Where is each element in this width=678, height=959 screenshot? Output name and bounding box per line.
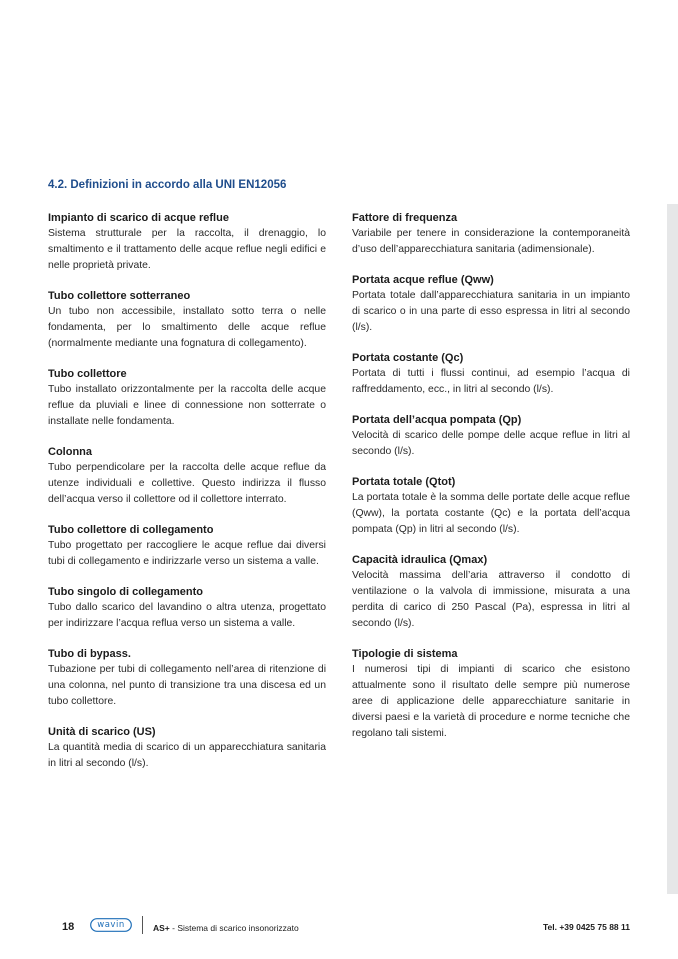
definition-text: La portata totale è la somma delle portate delle acque reflue (Qww), la portata costante (Qc) e la portata dell’acqua pompata (Qp) in litri al secondo (l/s). — [352, 492, 630, 535]
definition-title: Colonna — [48, 446, 92, 458]
left-column — [48, 210, 326, 786]
page-footer — [0, 916, 678, 940]
definition-text: Portata di tutti i flussi continui, ad esempio l’acqua di raffreddamento, ecc., in litri al secondo (l/s). — [352, 368, 630, 395]
definition-text: Tubo progettato per raccogliere le acque reflue dai diversi tubi di collegamento e indirizzarle verso un sistema a valle. — [48, 540, 326, 567]
logo-text: wavin — [97, 920, 125, 930]
right-column — [352, 210, 630, 756]
side-strip — [667, 204, 678, 894]
definition-entry — [352, 552, 630, 632]
wavin-logo — [90, 918, 132, 932]
definition-title: Portata costante (Qc) — [352, 352, 464, 364]
definition-text: Velocità massima dell’aria attraverso il condotto di ventilazione o la valvola di immissione, misurata a una perdita di carico di 250 Pascal (Pa), espressa in litri al secondo (l/s). — [352, 570, 630, 629]
definition-title: Tubo collettore di collegamento — [48, 524, 214, 536]
definition-entry — [48, 646, 326, 710]
product-description: - Sistema di scarico insonorizzato — [169, 923, 299, 933]
definition-text: Velocità di scarico delle pompe delle acque reflue in litri al secondo (l/s). — [352, 430, 630, 457]
definition-entry — [48, 724, 326, 772]
product-name: AS+ — [153, 923, 170, 933]
definition-title: Fattore di frequenza — [352, 212, 458, 224]
definition-text: Variabile per tenere in considerazione la contemporaneità d’uso dell’apparecchiatura sanitaria (adimensionale). — [352, 228, 630, 255]
footer-divider — [142, 916, 143, 934]
definition-text: La quantità media di scarico di un apparecchiatura sanitaria in litri al secondo (l/s). — [48, 742, 326, 769]
definition-title: Tubo collettore sotterraneo — [48, 290, 191, 302]
definition-text: Tubo installato orizzontalmente per la raccolta delle acque reflue da pluviali e linee di connessione non sotterrate o installate nelle fondamenta. — [48, 384, 326, 427]
definition-entry — [48, 366, 326, 430]
product-line — [153, 923, 299, 933]
definition-title: Portata dell’acqua pompata (Qp) — [352, 414, 522, 426]
definition-entry — [48, 210, 326, 274]
definition-text: Tubazione per tubi di collegamento nell’area di ritenzione di una colonna, nel punto di transizione tra una discesa ed un tubo collettore. — [48, 664, 326, 707]
definition-title: Unità di scarico (US) — [48, 726, 156, 738]
definition-entry — [352, 272, 630, 336]
definition-entry — [352, 210, 630, 258]
definition-title: Impianto di scarico di acque reflue — [48, 212, 229, 224]
definition-text: I numerosi tipi di impianti di scarico che esistono attualmente sono il risultato delle sempre più numerose aree di applicazione delle apparecchiature sanitarie in diversi paesi e la varietà di procedure e norme tecniche che regolano tali sistemi. — [352, 664, 630, 739]
page-number: 18 — [62, 921, 75, 933]
definition-entry — [352, 350, 630, 398]
definition-title: Portata acque reflue (Qww) — [352, 274, 494, 286]
definition-text: Portata totale dall’apparecchiatura sanitaria in un impianto di scarico o in una parte di esso espressa in litri al secondo (l/s). — [352, 290, 630, 333]
definition-entry — [48, 522, 326, 570]
definition-entry — [48, 288, 326, 352]
section-title: 4.2. Definizioni in accordo alla UNI EN12056 — [48, 179, 287, 191]
definition-entry — [48, 584, 326, 632]
phone-number: Tel. +39 0425 75 88 11 — [542, 922, 630, 932]
definition-text: Sistema strutturale per la raccolta, il drenaggio, lo smaltimento e il trattamento delle acque reflue negli edifici e nelle proprietà private. — [48, 228, 326, 271]
definition-entry — [352, 646, 630, 742]
definition-title: Portata totale (Qtot) — [352, 476, 456, 488]
definition-title: Tubo singolo di collegamento — [48, 586, 204, 598]
definition-entry — [48, 444, 326, 508]
definition-title: Tipologie di sistema — [352, 648, 458, 660]
definition-title: Tubo di bypass. — [48, 648, 131, 660]
definition-text: Tubo perpendicolare per la raccolta delle acque reflue da utenze individuali e collettive. Questo indirizza il flusso dell’acqua verso il collettore od il collettore interrato. — [48, 462, 326, 505]
definition-entry — [352, 412, 630, 460]
definition-entry — [352, 474, 630, 538]
definition-text: Tubo dallo scarico del lavandino o altra utenza, progettato per indirizzare l’acqua reflua verso un sistema a valle. — [48, 602, 326, 629]
definition-title: Capacità idraulica (Qmax) — [352, 554, 488, 566]
definition-title: Tubo collettore — [48, 368, 127, 380]
definition-text: Un tubo non accessibile, installato sotto terra o nelle fondamenta, per lo smaltimento delle acque reflue (normalmente mediante una fognatura di collegamento). — [48, 306, 326, 349]
